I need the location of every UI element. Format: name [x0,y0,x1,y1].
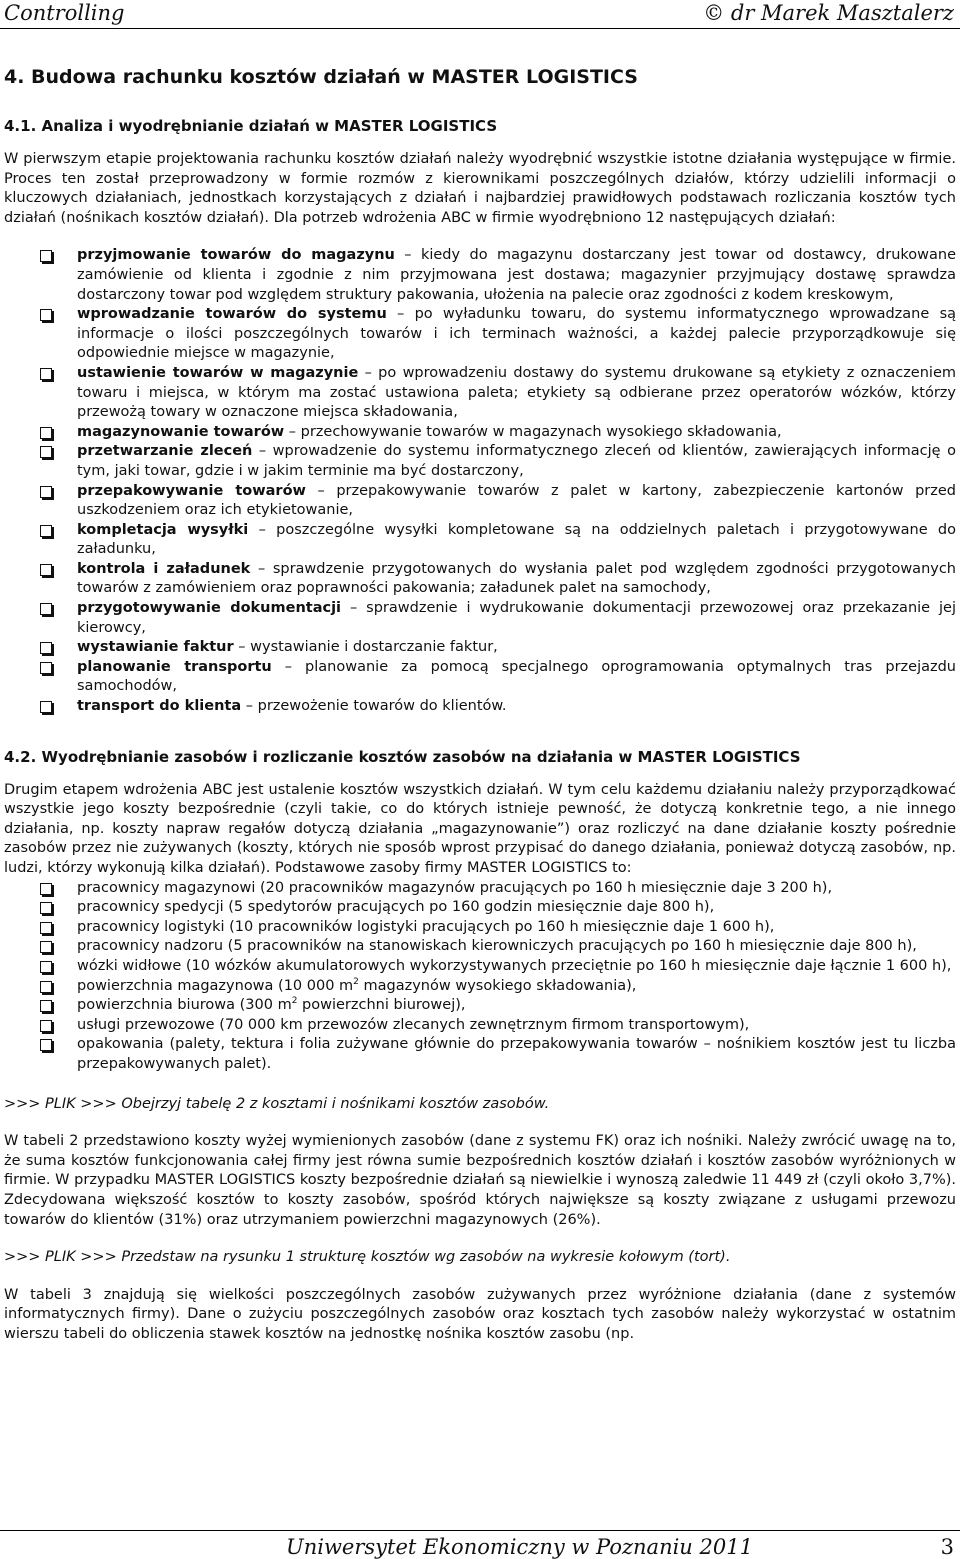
header-right-text: © dr Marek Masztalerz [703,1,954,25]
unit-superscript: 2 [353,976,359,987]
activity-description: – sprawdzenie i wydrukowanie dokumentacji przewozowej oraz przekazanie jej kierowcy, [77,600,956,636]
resource-text: opakowania (palety, tektura i folia zużywane głównie do przepakowywania towarów – nośnikiem kosztów jest tu liczba przepakowywanych palet). [77,1036,956,1072]
activity-description: – po wyładunku towaru, do systemu informatycznego wprowadzane są informacje o ilości poszczególnych towarów i ich terminach ważności, a każdej palecie przyporządkowuje się odpowiednie miejsce w magazynie, [77,306,957,362]
activity-term: ustawienie towarów w magazynie [77,364,359,381]
activity-item [4,442,956,481]
checkbox-bullet-icon [40,525,52,537]
resource-item [4,879,956,899]
activity-item [4,599,956,638]
footer-institution: Uniwersytet Ekonomiczny w Poznaniu 2011 [286,1535,753,1559]
activity-description: – wprowadzenie do systemu informatycznego zleceń od klientów, zawierających informację o tym, jaki towar, gdzie i w jakim terminie ma być dostarczony, [77,443,956,479]
activity-item [4,482,956,521]
table-3-paragraph: W tabeli 3 znajdują się wielkości poszczególnych zasobów zużywanych przez wyróżnione działania (dane z systemów informatycznych firmy). Dane o zużyciu poszczególnych zasobów oraz kosztach tych zasobów należy wykorzystać w ostatnim wierszu tabeli do obliczenia stawek kosztów na jednostkę nośnika kosztów zasobu (np. [4,1286,956,1342]
checkbox-bullet-icon [40,902,52,914]
page-header [0,0,960,29]
resource-text: pracownicy spedycji (5 spedytorów pracujących po 160 godzin miesięcznie daje 800 h), [77,899,715,916]
resource-item [4,977,956,997]
section-title-4-2: 4.2. Wyodrębnianie zasobów i rozliczanie kosztów zasobów na działania w MASTER LOGISTICS [4,747,801,766]
checkbox-bullet-icon [40,662,52,674]
resource-item [4,996,956,1016]
activity-description: – przechowywanie towarów w magazynach wysokiego składowania, [284,423,782,440]
resource-text: pracownicy magazynowi (20 pracowników magazynów pracujących po 160 h miesięcznie daje 3 200 h), [77,879,833,896]
document-body [4,64,956,1362]
resource-text: powierzchnia magazynowa (10 000 m [77,977,354,994]
checkbox-bullet-icon [40,922,52,934]
resources-list [4,879,956,1075]
activity-item [4,521,956,560]
activity-term: wprowadzanie towarów do systemu [77,306,387,323]
checkbox-bullet-icon [40,883,52,895]
activity-term: magazynowanie towarów [77,423,285,440]
checkbox-bullet-icon [40,603,52,615]
resource-text: pracownicy nadzoru (5 pracowników na stanowiskach kierowniczych pracujących po 160 h miesięcznie daje 800 h), [77,938,917,955]
activity-item [4,246,956,305]
activity-term: przyjmowanie towarów do magazynu [77,247,395,264]
checkbox-bullet-icon [40,446,52,458]
checkbox-bullet-icon [40,564,52,576]
activities-list [4,246,956,716]
checkbox-bullet-icon [40,961,52,973]
checkbox-bullet-icon [40,309,52,321]
footer-divider [0,1530,960,1531]
header-left-text: Controlling [4,1,125,25]
checkbox-bullet-icon [40,1000,52,1012]
table-2-paragraph: W tabeli 2 przedstawiono koszty wyżej wymienionych zasobów (dane z systemu FK) oraz ich nośniki. Należy zwrócić uwagę na to, że suma kosztów funkcjonowania całej firmy jest równa sumie bezpośrednich kosztów działań i kosztów zasobów wyróżnionych w firmie. W przypadku MASTER LOGISTICS koszty bezpośrednie działań są niewielkie i wynoszą zaledwie 11 449 zł (czyli około 3,7%). Zdecydowana większość kosztów to koszty zasobów, spośród których największe są koszty związane z usługami przewozu towarów do klientów (31%) oraz utrzymaniem powierzchni magazynowych (26%). [4,1133,956,1228]
resource-item [4,937,956,957]
activity-description: – sprawdzenie przygotowanych do wysłania palet pod względem zgodności przygotowanych towarów z zamówieniem oraz poprawności pakowania; załadunek palet na samochody, [77,560,957,597]
resource-item [4,918,956,938]
resource-item [4,898,956,918]
activity-description: – po wprowadzeniu dostawy do systemu drukowane są etykiety z oznaczeniem towaru i miejsca, w którym ma zostać ustawiona paleta; etykiety są odbierane przez operatorów wózków, którzy przewożą towary w oznaczone miejsca składowania, [77,364,956,421]
resource-text: pracownicy logistyki (10 pracowników logistyki pracujących po 160 h miesięcznie daje 1 600 h), [77,918,775,935]
resource-item [4,1016,956,1036]
resource-text: magazynów wysokiego składowania), [358,977,637,994]
checkbox-bullet-icon [40,427,52,439]
activity-description: – planowanie za pomocą specjalnego oprogramowania optymalnych tras przejazdu samochodów, [77,658,956,695]
checkbox-bullet-icon [40,1020,52,1032]
checkbox-bullet-icon [40,981,52,993]
activity-term: kontrola i załadunek [77,560,251,577]
activity-description: – wystawianie i dostarczanie faktur, [233,639,498,656]
unit-superscript: 2 [291,996,298,1007]
checkbox-bullet-icon [40,642,52,654]
file-link-table-2[interactable]: >>> PLIK >>> Obejrzyj tabelę 2 z kosztami i nośnikami kosztów zasobów. [4,1095,550,1112]
activity-description: – kiedy do magazynu dostarczany jest towar od dostawcy, drukowane zamówienie od klienta i zgodnie z nim przyjmowana jest dostawa; magazynier przyjmujący dostawę sprawdza dostarczony towar pod względem struktury pakowania, ułożenia na palecie oraz zgodności z kodem kreskowym, [77,247,957,303]
resource-text: powierzchnia biurowa (300 m [77,997,292,1014]
resource-text: powierzchni biurowej), [297,997,466,1014]
checkbox-bullet-icon [40,486,52,498]
activity-item [4,560,956,599]
activity-term: planowanie transportu [77,658,272,675]
section-4-1-intro: W pierwszym etapie projektowania rachunku kosztów działań należy wyodrębnić wszystkie istotne działania występujące w firmie. Proces ten został przeprowadzony w formie rozmów z kierownikami poszczególnych działów, którzy udzielili informacji o kluczowych działaniach, jednostkach korzystających z działań i najbardziej prawidłowych podstawach rozliczania kosztów tych działań (nośnikach kosztów działań). Dla potrzeb wdrożenia ABC w firmie wyodrębniono 12 następujących działań: [4,151,956,226]
activity-item [4,658,956,697]
activity-item [4,697,956,717]
activity-term: kompletacja wysyłki [77,521,249,538]
activity-description: – poszczególne wysyłki kompletowane są na oddzielnych paletach i przygotowywane do załadunku, [77,521,957,558]
activity-description: – przewożenie towarów do klientów. [241,698,507,715]
activity-description: – przepakowywanie towarów z palet w kartony, zabezpieczenie kartonów przed uszkodzeniem oraz ich etykietowanie, [77,482,956,519]
resource-text: wózki widłowe (10 wózków akumulatorowych wykorzystywanych przeciętnie po 160 h miesięcznie daje łącznie 1 600 h), [77,957,952,974]
resource-item [4,1035,956,1074]
activity-term: przetwarzanie zleceń [77,443,253,460]
section-4-2-intro: Drugim etapem wdrożenia ABC jest ustalenie kosztów wszystkich działań. W tym celu każdemu działaniu należy przyporządkować wszystkie jego koszty bezpośrednie (czyli takie, co do których istnieje pewność, że dotyczą konkretnie tego, a nie innego działania, np. koszty napraw regałów dotyczą działania „magazynowanie”) oraz rozliczyć na dane działanie koszty pośrednie zasobów przez nie zużywanych (koszty, których nie sposób wprost przypisać do danego działania, ponieważ dotyczą zasobów, np. ludzi, którzy wykonują kilka działań). Podstawowe zasoby firmy MASTER LOGISTICS to: [4,781,956,876]
chapter-title: 4. Budowa rachunku kosztów działań w MASTER LOGISTICS [4,66,638,88]
resource-text: usługi przewozowe (70 000 km przewozów zlecanych zewnętrznym firmom transportowym), [77,1016,750,1033]
activity-term: przygotowywanie dokumentacji [77,600,342,617]
activity-item [4,364,956,423]
section-title-4-1: 4.1. Analiza i wyodrębnianie działań w MASTER LOGISTICS [4,117,498,135]
checkbox-bullet-icon [40,250,52,262]
activity-term: przepakowywanie towarów [77,482,306,499]
activity-term: wystawianie faktur [77,639,234,656]
checkbox-bullet-icon [40,701,52,713]
page-number: 3 [940,1535,954,1559]
activity-term: transport do klienta [77,698,242,715]
checkbox-bullet-icon [40,368,52,380]
activity-item [4,305,956,364]
file-link-figure-1[interactable]: >>> PLIK >>> Przedstaw na rysunku 1 strukturę kosztów wg zasobów na wykresie kołowym (tort). [4,1249,731,1266]
resource-item [4,957,956,977]
checkbox-bullet-icon [40,1039,52,1051]
checkbox-bullet-icon [40,941,52,953]
activity-item [4,423,956,443]
activity-item [4,638,956,658]
